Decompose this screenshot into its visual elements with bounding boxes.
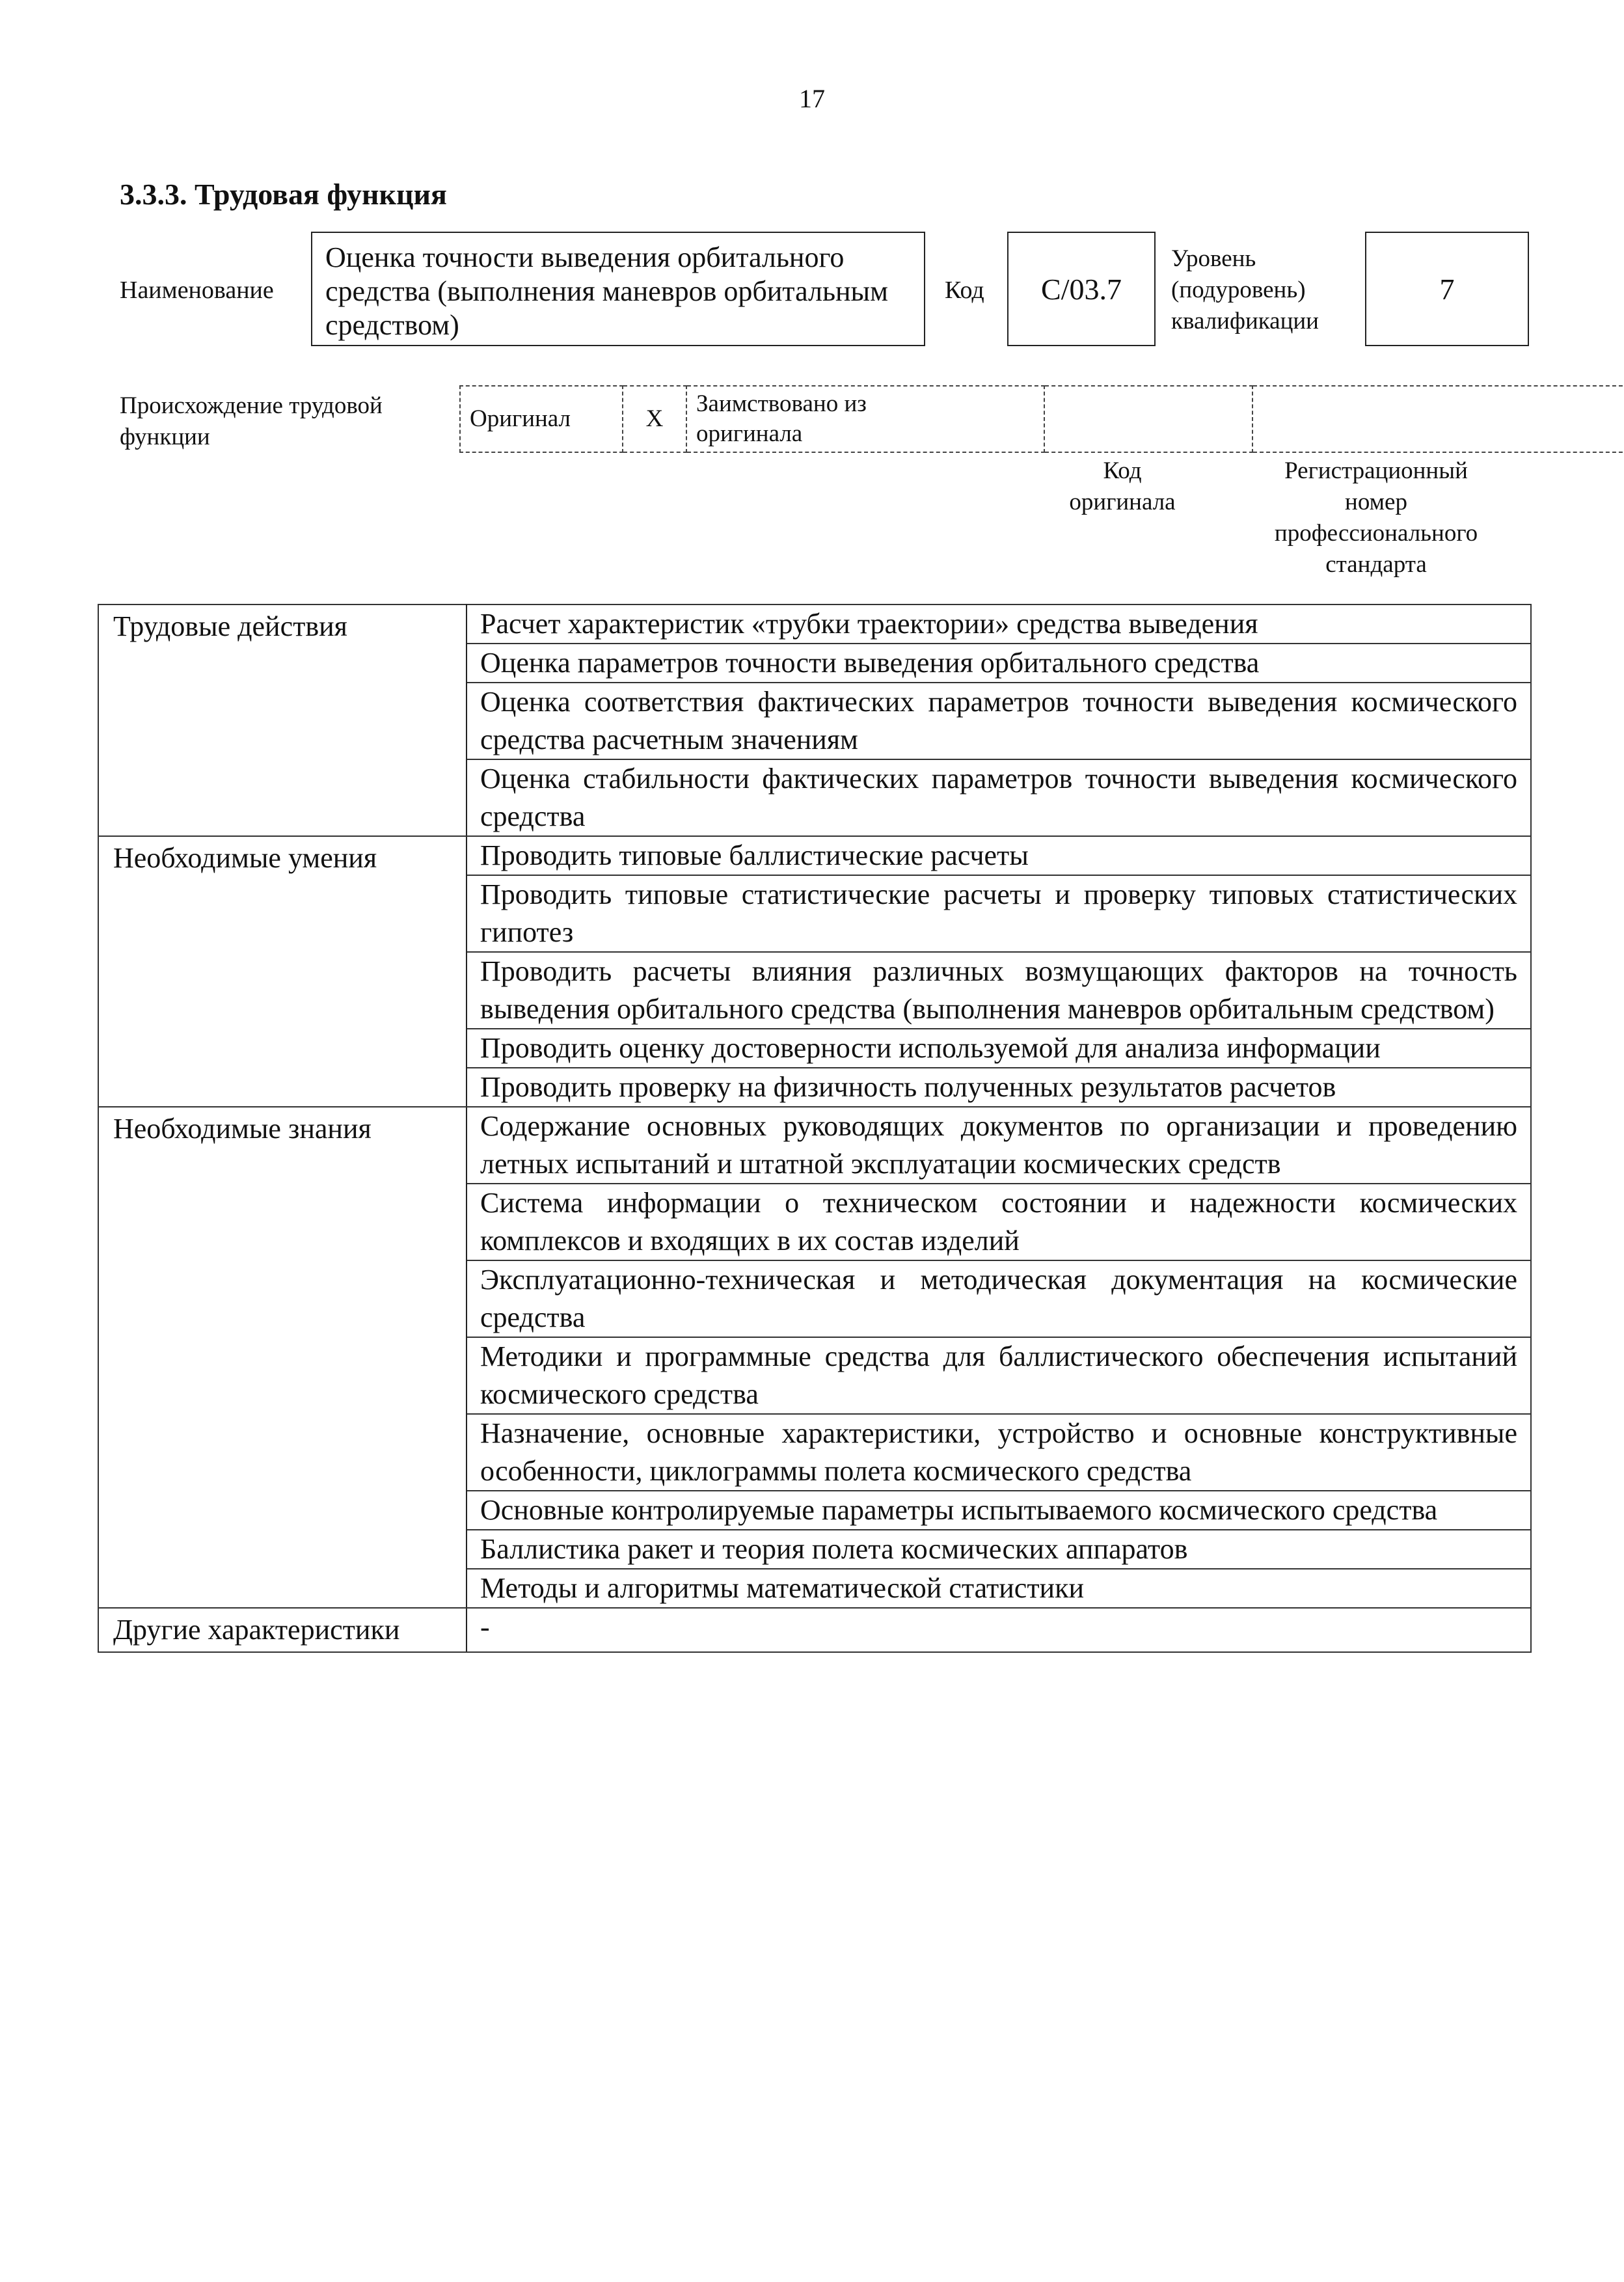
level-label-line3: квалификации [1171, 308, 1319, 334]
required-skills-row [98, 836, 1531, 875]
reg-caption-line2: номер [1345, 489, 1407, 515]
level-label-line2: (подуровень) [1171, 277, 1306, 303]
borrowed-label [686, 386, 1044, 452]
labor-actions-item: Оценка соответствия фактических параметров точности выведения космического средства расчетным значениям [467, 683, 1531, 759]
borrowed-label-line1: Заимствовано из [696, 390, 867, 417]
required-skills-label: Необходимые умения [98, 836, 467, 1107]
origin-label-line1: Происхождение трудовой [120, 392, 383, 419]
registration-caption [1223, 455, 1529, 580]
other-characteristics-label: Другие характеристики [98, 1608, 467, 1652]
origin-table [459, 385, 1624, 453]
original-code-cell [1044, 386, 1252, 452]
labor-actions-item: Оценка параметров точности выведения орбитального средства [467, 644, 1531, 683]
required-knowledge-item: Эксплуатационно-техническая и методическая документация на космические средства [467, 1260, 1531, 1337]
level-label [1171, 243, 1319, 337]
required-knowledge-row [98, 1107, 1531, 1184]
reg-caption-line1: Регистрационный [1284, 457, 1468, 484]
other-characteristics-row [98, 1608, 1531, 1652]
labor-actions-item: Оценка стабильности фактических параметров точности выведения космического средства [467, 759, 1531, 836]
origin-label-line2: функции [120, 424, 210, 450]
section-title: 3.3.3. Трудовая функция [120, 178, 447, 211]
original-label: Оригинал [460, 386, 623, 452]
function-name-box: Оценка точности выведения орбитального средства (выполнения маневров орбитальным средством) [311, 232, 925, 346]
required-knowledge-item: Баллистика ракет и теория полета космических аппаратов [467, 1530, 1531, 1569]
required-knowledge-item: Методики и программные средства для баллистического обеспечения испытаний космического средства [467, 1337, 1531, 1414]
required-knowledge-item: Назначение, основные характеристики, устройство и основные конструктивные особенности, циклограммы полета космического средства [467, 1414, 1531, 1491]
required-skills-item: Проводить типовые баллистические расчеты [467, 836, 1531, 875]
labor-actions-item: Расчет характеристик «трубки траектории» средства выведения [467, 604, 1531, 644]
original-code-caption [1015, 455, 1230, 518]
required-skills-item: Проводить оценку достоверности используемой для анализа информации [467, 1029, 1531, 1068]
code-caption-line2: оригинала [1069, 489, 1176, 515]
required-skills-item: Проводить расчеты влияния различных возмущающих факторов на точность выведения орбитального средства (выполнения маневров орбитальным средством) [467, 952, 1531, 1029]
required-knowledge-item: Содержание основных руководящих документов по организации и проведению летных испытаний и штатной эксплуатации космических средств [467, 1107, 1531, 1184]
functions-table [98, 604, 1532, 1653]
reg-caption-line4: стандарта [1325, 551, 1427, 578]
labor-actions-label: Трудовые действия [98, 604, 467, 836]
required-skills-item: Проводить проверку на физичность полученных результатов расчетов [467, 1068, 1531, 1107]
required-knowledge-item: Методы и алгоритмы математической статистики [467, 1569, 1531, 1608]
name-label: Наименование [120, 277, 274, 304]
required-knowledge-label: Необходимые знания [98, 1107, 467, 1608]
borrowed-label-line2: оригинала [696, 420, 803, 447]
required-knowledge-item: Система информации о техническом состоянии и надежности космических комплексов и входящих в их состав изделий [467, 1184, 1531, 1260]
level-label-line1: Уровень [1171, 245, 1256, 272]
code-caption-line1: Код [1103, 457, 1142, 484]
original-mark: X [623, 386, 686, 452]
required-skills-item: Проводить типовые статистические расчеты и проверку типовых статистических гипотез [467, 875, 1531, 952]
page-number: 17 [799, 84, 825, 113]
required-knowledge-item: Основные контролируемые параметры испытываемого космического средства [467, 1491, 1531, 1530]
code-value: C/03.7 [1007, 232, 1156, 346]
origin-label [120, 390, 383, 453]
code-label: Код [945, 277, 984, 304]
registration-number-cell [1252, 386, 1624, 452]
reg-caption-line3: профессионального [1274, 520, 1478, 547]
labor-actions-row [98, 604, 1531, 644]
level-value: 7 [1365, 232, 1529, 346]
other-characteristics-value: - [467, 1608, 1531, 1652]
